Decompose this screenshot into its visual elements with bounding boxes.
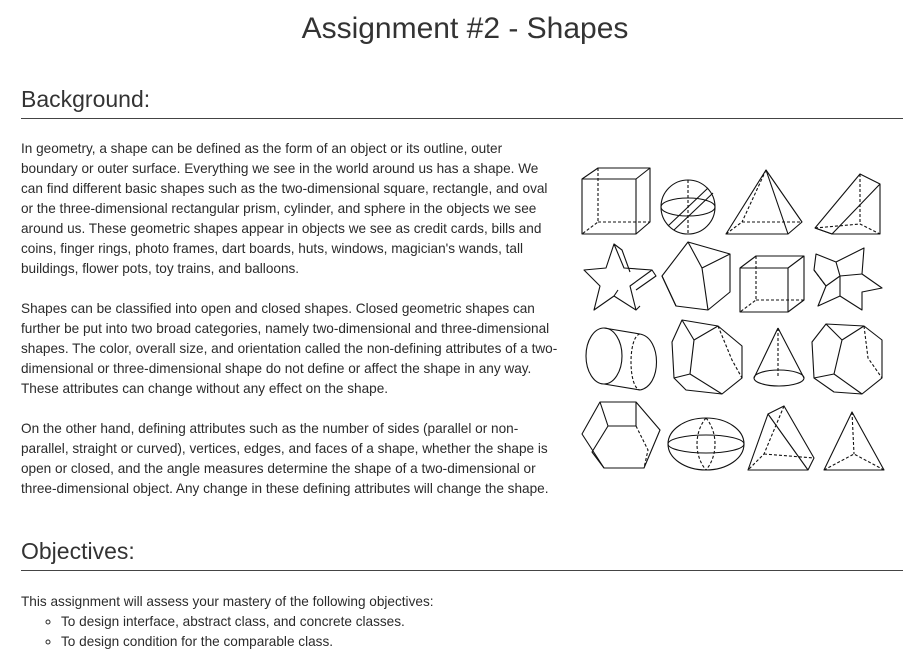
background-text (21, 139, 561, 519)
triangular-prism-shape-2 (748, 406, 814, 470)
cylinder-shape (586, 328, 657, 390)
objectives-list (21, 612, 405, 652)
objectives-intro: This assignment will assess your mastery of the following objectives: (21, 594, 434, 609)
sphere-shape (661, 180, 715, 234)
page-title: Assignment #2 - Shapes (301, 12, 629, 45)
pentagonal-prism-shape (662, 242, 730, 310)
triangular-prism-shape (815, 174, 880, 234)
background-paragraph: On the other hand, defining attributes such as the number of sides (parallel or non-parallel, straight or curved), vertices, edges, and faces of a shape, whether the shape is open or closed, and the angle measures determine the shape of a two-dimensional or three-dimensional object. Any change in these defining attributes will change the shape. (21, 421, 549, 496)
tetrahedron-shape (824, 412, 884, 470)
octagonal-prism-shape (672, 320, 742, 394)
geometric-shapes-illustration (578, 164, 890, 476)
rectangular-prism-shape (740, 256, 804, 312)
star-prism-shape-2 (814, 248, 882, 310)
background-divider (21, 118, 903, 119)
pyramid-shape (726, 170, 802, 234)
objectives-divider (21, 570, 903, 571)
list-item: ◦ To design interface, abstract class, and concrete classes. (61, 612, 405, 632)
octagonal-prism-shape-2 (812, 324, 882, 394)
hexagonal-prism-shape (582, 402, 660, 468)
background-heading: Background: (21, 86, 151, 112)
background-paragraph: Shapes can be classified into open and closed shapes. Closed geometric shapes can further be put into two broad categories, namely two-dimensional and three-dimensional shapes. The color, overall size, and orientation called the non-defining attributes of a two-dimensional or three-dimensional shape do not define or affect the shape in any way. These attributes can change without any effect on the shape. (21, 301, 558, 396)
cone-shape (754, 328, 804, 386)
list-item: ◦ To design condition for the comparable class. (61, 632, 405, 652)
objectives-heading: Objectives: (21, 538, 135, 564)
cube-shape (582, 168, 650, 234)
ellipsoid-shape (668, 418, 744, 470)
background-paragraph: In geometry, a shape can be defined as the form of an object or its outline, outer boundary or outer surface. Everything we see in the world around us has a shape. We can find different basic shapes such as the two-dimensional square, rectangle, and oval or the three-dimensional rectangular prism, cylinder, and sphere in the objects we see around us. These geometric shapes appear in objects we see as credit cards, bills and coins, finger rings, photo frames, dart boards, huts, windows, magician's wands, tall buildings, flower pots, toy trains, and balloons. (21, 141, 548, 276)
star-prism-shape (584, 244, 656, 310)
